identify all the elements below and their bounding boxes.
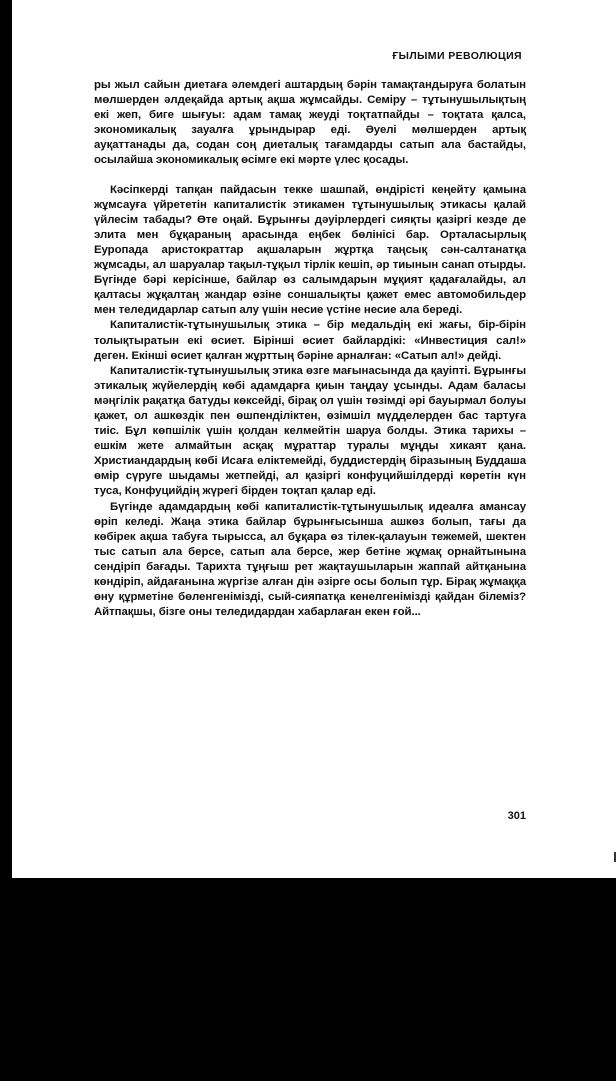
paragraph: ры жыл сайын диетаға әлемдегі аштардың бәрін тамақтандыруға болатын мөлшерден әлдеқайда артық ақша жұмсайды. Семіру – тұтынушылықтың екі жеп, бигe шығуы: адам тамақ жеуді тоқтатпайды – тоқтата қалса, экономикалық зауалға ұрындырар еді. Әуелі мөлшерден артық ауқаттанады да, содан соң диеталық тағамдарды сатып ала бастайды, осылайша экономикалық өсімге екі мәрте үлес қосады. [94,79,526,167]
page-number: 301 [507,810,526,822]
running-head: ҒЫЛЫМИ РЕВОЛЮЦИЯ [392,50,522,62]
body-text [94,78,526,620]
paragraph: Капиталистік-тұтынушылық этика өзге мағынасында да қауіпті. Бұрынғы этикалық жүйелердің көбі адамдарға қиын таңдау ұсынды. Адам баласы мәңгілік рақатқа батуды көксейді, бірақ ол үшін төзімді әрі бауырмал болуы қажет, ол ашкөздік пен өшпенділіктен, өзімшіл мүдделерден бас тартуға тиіс. Бұл көпшілік үшін қолдан келмейтін шаруа болды. Этика тарихы – ешкім жете алмайтын асқақ мұраттар туралы мұңды хикаят қана. Христиандардың көбі Исаға еліктемейді, буддистердің біразының Буддаша өмір сүруге шыдамы жетпейді, ал қазіргі конфуцийшілдерді көретін күн туса, Конфуцийдің жүрегі бірден тоқтап қалар еді. [94,364,526,498]
paragraph: Кәсіпкерді тапқан пайдасын текке шашпай, өндірісті кеңейту қамына жұмсауға үйрететін капиталистік этикамен тұтынушылық этикасы қалай үйлесім табады? Өте оңай. Бұрынғы дәуірлердегі сияқты қазіргі кезде де элита мен бұқараның арасында еңбек бөлінісі бар. Орталасырлық Еуропада аристократтар ақшаларын жұртқа таңсық сән-салтанатқа жұмсады, ал шаруалар тақыл-тұқыл тірлік кешіп, әр тиынын санап отырды. Бүгінде бәрі керісінше, байлар өз салымдарын мұқият қадағалайды, ал қалтасы жұқалтаң жандар өзіне соншалықты қажет емес автомобильдер мен теледидарлар сатып алу үшін несие үстіне несие ала береді. [94,183,526,317]
scan-bottom-shadow [0,878,616,1081]
paragraph: Капиталистік-тұтынушылық этика – бір медальдің екі жағы, бір-бірін толықтыратын екі өсиет. Бірінші өсиет байлардікі: «Инвестиция сал!» деген. Екінші өсиет қалған жұрттың бәріне арналған: «Сатып ал!» дейді. [94,319,526,362]
paragraph: Бүгінде адамдардың көбі капиталистік-тұтынушылық идеалға амансау өріп келеді. Жаңа этика байлар бұрынғысынша ашкөз болып, тағы да көбірек ақша табуға тырысса, ал бұқара өз тілек-қалауын тежемей, шектен тыс сатып ала берсе, сатып ала берсе, жер бетіне жұмақ орнайтынына сендіріп бағады. Тарихта тұңғыш рет жақтаушыларын жаппай айтқанына көндіріп, айдағанына жүргізе алған дін әзірге осы болып тұр. Бірақ жұмаққа өну құрметіне бөленгенімізді, сый-сияпатқа кенелгенімізді қайдан білеміз? Айтпақшы, бізге оны теледидардан хабарлаған екен ғой... [94,500,526,619]
book-page [94,50,526,620]
